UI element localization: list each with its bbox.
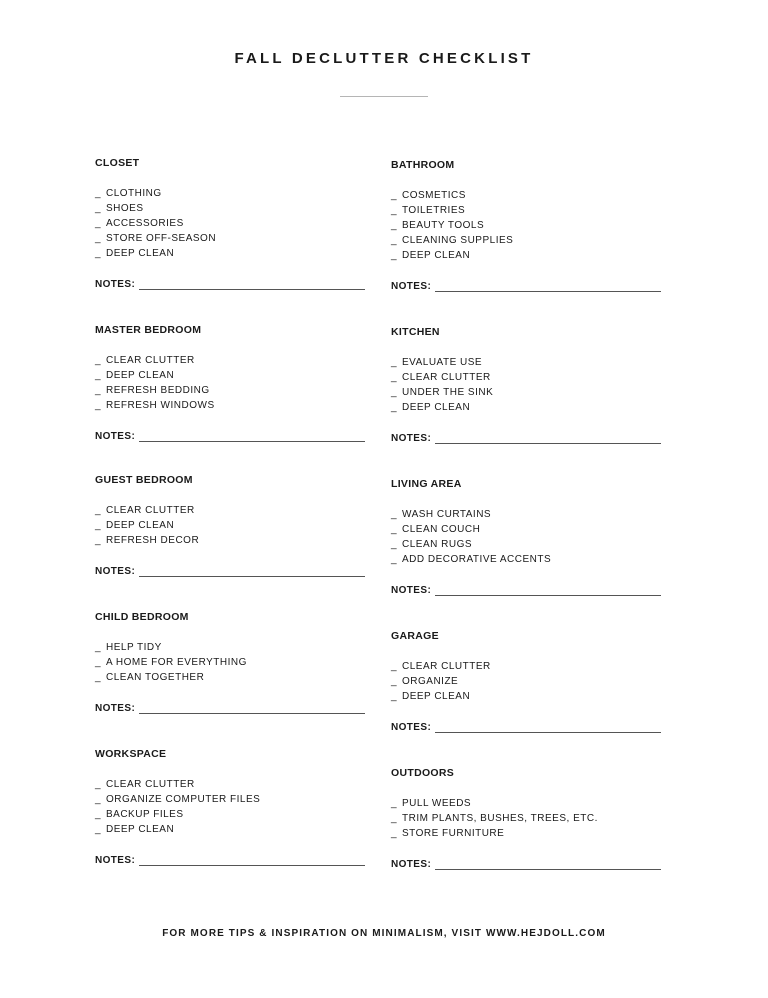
notes-row (391, 583, 661, 597)
checkbox-blank[interactable]: _ (391, 190, 398, 201)
checkbox-blank[interactable]: _ (391, 235, 398, 246)
checklist-item[interactable] (391, 218, 661, 233)
checkbox-blank[interactable]: _ (95, 779, 102, 790)
checklist-item-label: PULL WEEDS (402, 798, 472, 809)
checklist-item[interactable] (95, 640, 365, 655)
checklist-item-label: COSMETICS (402, 190, 466, 201)
checklist-item-label: SHOES (106, 203, 144, 214)
checklist-item-label: DEEP CLEAN (106, 248, 175, 259)
checklist-item-label: HELP TIDY (106, 642, 162, 653)
notes-row (95, 277, 365, 291)
checklist-items (391, 796, 661, 841)
page-title: FALL DECLUTTER CHECKLIST (234, 50, 534, 67)
section-garage (391, 629, 661, 734)
checkbox-blank[interactable]: _ (95, 188, 102, 199)
checkbox-blank[interactable]: _ (95, 355, 102, 366)
checkbox-blank[interactable]: _ (95, 535, 102, 546)
checkbox-blank[interactable]: _ (95, 642, 102, 653)
checklist-item-label: UNDER THE SINK (402, 387, 494, 398)
notes-label: NOTES: (391, 281, 432, 292)
checkbox-blank[interactable]: _ (391, 220, 398, 231)
checklist-item[interactable] (95, 533, 365, 548)
checkbox-blank[interactable]: _ (95, 203, 102, 214)
checklist-item[interactable] (95, 792, 365, 807)
checklist-items (95, 503, 365, 548)
checkbox-blank[interactable]: _ (391, 676, 398, 687)
notes-label: NOTES: (95, 279, 136, 290)
checklist-item[interactable] (391, 400, 661, 415)
checklist-item-label: ACCESSORIES (106, 218, 184, 229)
checklist-item[interactable] (95, 216, 365, 231)
checklist-items (391, 659, 661, 704)
checklist-item-label: CLEAR CLUTTER (402, 661, 491, 672)
checklist-item[interactable] (95, 383, 365, 398)
checklist-item-label: DEEP CLEAN (402, 250, 471, 261)
notes-field[interactable] (139, 431, 365, 442)
notes-label: NOTES: (391, 433, 432, 444)
checklist-item[interactable] (391, 796, 661, 811)
notes-row (95, 564, 365, 578)
checklist-item-label: A HOME FOR EVERYTHING (106, 657, 247, 668)
checklist-item[interactable] (95, 822, 365, 837)
checklist-item[interactable] (391, 811, 661, 826)
notes-row (95, 853, 365, 867)
checklist-item[interactable] (95, 670, 365, 685)
notes-field[interactable] (435, 722, 661, 733)
checklist-item-label: REFRESH BEDDING (106, 385, 210, 396)
left-column (95, 156, 365, 899)
checklist-item[interactable] (391, 674, 661, 689)
section-title: LIVING AREA (391, 478, 462, 490)
checkbox-blank[interactable]: _ (95, 400, 102, 411)
checklist-item[interactable] (95, 807, 365, 822)
notes-label: NOTES: (391, 859, 432, 870)
checklist-item-label: DEEP CLEAN (402, 402, 471, 413)
checklist-item-label: BACKUP FILES (106, 809, 184, 820)
section-title: CHILD BEDROOM (95, 611, 189, 623)
checklist-item-label: CLOTHING (106, 188, 162, 199)
checkbox-blank[interactable]: _ (391, 828, 398, 839)
checklist-item[interactable] (391, 385, 661, 400)
section-title: BATHROOM (391, 159, 455, 171)
checkbox-blank[interactable]: _ (391, 554, 398, 565)
checklist-item[interactable] (391, 370, 661, 385)
checklist-items (391, 507, 661, 567)
checklist-item[interactable] (95, 518, 365, 533)
checklist-item-label: TOILETRIES (402, 205, 466, 216)
checklist-item[interactable] (95, 655, 365, 670)
right-column (391, 158, 661, 903)
notes-label: NOTES: (95, 431, 136, 442)
notes-field[interactable] (139, 703, 365, 714)
section-title: KITCHEN (391, 326, 440, 338)
checkbox-blank[interactable]: _ (95, 809, 102, 820)
title-divider (340, 96, 428, 97)
section-bathroom (391, 158, 661, 293)
checkbox-blank[interactable]: _ (391, 509, 398, 520)
checklist-item-label: CLEAN TOGETHER (106, 672, 205, 683)
checklist-item[interactable] (391, 233, 661, 248)
notes-row (95, 701, 365, 715)
section-title: MASTER BEDROOM (95, 324, 202, 336)
notes-label: NOTES: (391, 722, 432, 733)
section-title: WORKSPACE (95, 748, 167, 760)
checklist-item[interactable] (391, 552, 661, 567)
checklist-item-label: BEAUTY TOOLS (402, 220, 485, 231)
checkbox-blank[interactable]: _ (391, 813, 398, 824)
checkbox-blank[interactable]: _ (391, 250, 398, 261)
checklist-item-label: ORGANIZE COMPUTER FILES (106, 794, 261, 805)
notes-field[interactable] (435, 281, 661, 292)
notes-field[interactable] (435, 433, 661, 444)
section-kitchen (391, 325, 661, 445)
checklist-items (95, 777, 365, 837)
checkbox-blank[interactable]: _ (391, 372, 398, 383)
checkbox-blank[interactable]: _ (391, 691, 398, 702)
checklist-items (391, 188, 661, 263)
checkbox-blank[interactable]: _ (391, 387, 398, 398)
checkbox-blank[interactable]: _ (95, 824, 102, 835)
checklist-item[interactable] (391, 203, 661, 218)
checklist-items (391, 355, 661, 415)
checklist-item-label: STORE FURNITURE (402, 828, 505, 839)
checklist-item-label: TRIM PLANTS, BUSHES, TREES, ETC. (402, 813, 598, 824)
checklist-item-label: REFRESH WINDOWS (106, 400, 215, 411)
checkbox-blank[interactable]: _ (95, 657, 102, 668)
checklist-item-label: CLEAR CLUTTER (106, 779, 195, 790)
checkbox-blank[interactable]: _ (391, 539, 398, 550)
checklist-item[interactable] (391, 537, 661, 552)
checkbox-blank[interactable]: _ (95, 370, 102, 381)
checklist-item[interactable] (391, 188, 661, 203)
section-closet (95, 156, 365, 291)
checklist-item[interactable] (391, 689, 661, 704)
section-title: OUTDOORS (391, 767, 455, 779)
checkbox-blank[interactable]: _ (95, 218, 102, 229)
checklist-item[interactable] (391, 522, 661, 537)
notes-field[interactable] (435, 585, 661, 596)
section-guest-bedroom (95, 473, 365, 578)
checklist-item-label: CLEAR CLUTTER (106, 355, 195, 366)
notes-field[interactable] (139, 566, 365, 577)
checklist-item[interactable] (95, 246, 365, 261)
checklist-item-label: DEEP CLEAN (106, 520, 175, 531)
notes-label: NOTES: (95, 566, 136, 577)
checklist-item-label: CLEAN RUGS (402, 539, 473, 550)
checklist-item-label: CLEAR CLUTTER (402, 372, 491, 383)
checkbox-blank[interactable]: _ (95, 505, 102, 516)
checklist-item-label: DEEP CLEAN (402, 691, 471, 702)
notes-row (391, 431, 661, 445)
checklist-item[interactable] (95, 503, 365, 518)
notes-row (391, 279, 661, 293)
checkbox-blank[interactable]: _ (391, 402, 398, 413)
section-title: CLOSET (95, 157, 140, 169)
checklist-item-label: STORE OFF-SEASON (106, 233, 217, 244)
checklist-item-label: WASH CURTAINS (402, 509, 492, 520)
notes-label: NOTES: (95, 855, 136, 866)
section-living-area (391, 477, 661, 597)
notes-row (95, 429, 365, 443)
notes-field[interactable] (139, 279, 365, 290)
checklist-item-label: DEEP CLEAN (106, 824, 175, 835)
checklist-item-label: CLEAN COUCH (402, 524, 481, 535)
checklist-item[interactable] (95, 398, 365, 413)
checklist-item-label: REFRESH DECOR (106, 535, 200, 546)
checkbox-blank[interactable]: _ (95, 672, 102, 683)
checklist-item[interactable] (95, 368, 365, 383)
section-master-bedroom (95, 323, 365, 443)
notes-label: NOTES: (95, 703, 136, 714)
checklist-item-label: DEEP CLEAN (106, 370, 175, 381)
checklist-item[interactable] (391, 248, 661, 263)
checkbox-blank[interactable]: _ (391, 357, 398, 368)
checklist-item[interactable] (95, 353, 365, 368)
notes-label: NOTES: (391, 585, 432, 596)
section-outdoors (391, 766, 661, 871)
checklist-item[interactable] (95, 201, 365, 216)
notes-field[interactable] (139, 855, 365, 866)
checklist-item-label: CLEANING SUPPLIES (402, 235, 514, 246)
section-child-bedroom (95, 610, 365, 715)
checkbox-blank[interactable]: _ (95, 233, 102, 244)
checkbox-blank[interactable]: _ (391, 524, 398, 535)
checkbox-blank[interactable]: _ (95, 248, 102, 259)
checklist-item[interactable] (95, 231, 365, 246)
checklist-item-label: ORGANIZE (402, 676, 459, 687)
checklist-item[interactable] (95, 777, 365, 792)
checkbox-blank[interactable]: _ (391, 661, 398, 672)
notes-field[interactable] (435, 859, 661, 870)
checklist-item-label: EVALUATE USE (402, 357, 483, 368)
checkbox-blank[interactable]: _ (391, 798, 398, 809)
checklist-item[interactable] (391, 507, 661, 522)
footer-text: FOR MORE TIPS & INSPIRATION ON MINIMALISM, VISIT WWW.HEJDOLL.COM (162, 928, 606, 939)
checkbox-blank[interactable]: _ (95, 520, 102, 531)
checklist-items (95, 186, 365, 261)
checklist-item[interactable] (391, 355, 661, 370)
checklist-item-label: CLEAR CLUTTER (106, 505, 195, 516)
checklist-item[interactable] (391, 826, 661, 841)
section-workspace (95, 747, 365, 867)
checklist-item-label: ADD DECORATIVE ACCENTS (402, 554, 552, 565)
checklist-items (95, 640, 365, 685)
notes-row (391, 720, 661, 734)
section-title: GUEST BEDROOM (95, 474, 193, 486)
checkbox-blank[interactable]: _ (391, 205, 398, 216)
checkbox-blank[interactable]: _ (95, 385, 102, 396)
checklist-items (95, 353, 365, 413)
section-title: GARAGE (391, 630, 439, 642)
checkbox-blank[interactable]: _ (95, 794, 102, 805)
checklist-item[interactable] (95, 186, 365, 201)
notes-row (391, 857, 661, 871)
checklist-item[interactable] (391, 659, 661, 674)
